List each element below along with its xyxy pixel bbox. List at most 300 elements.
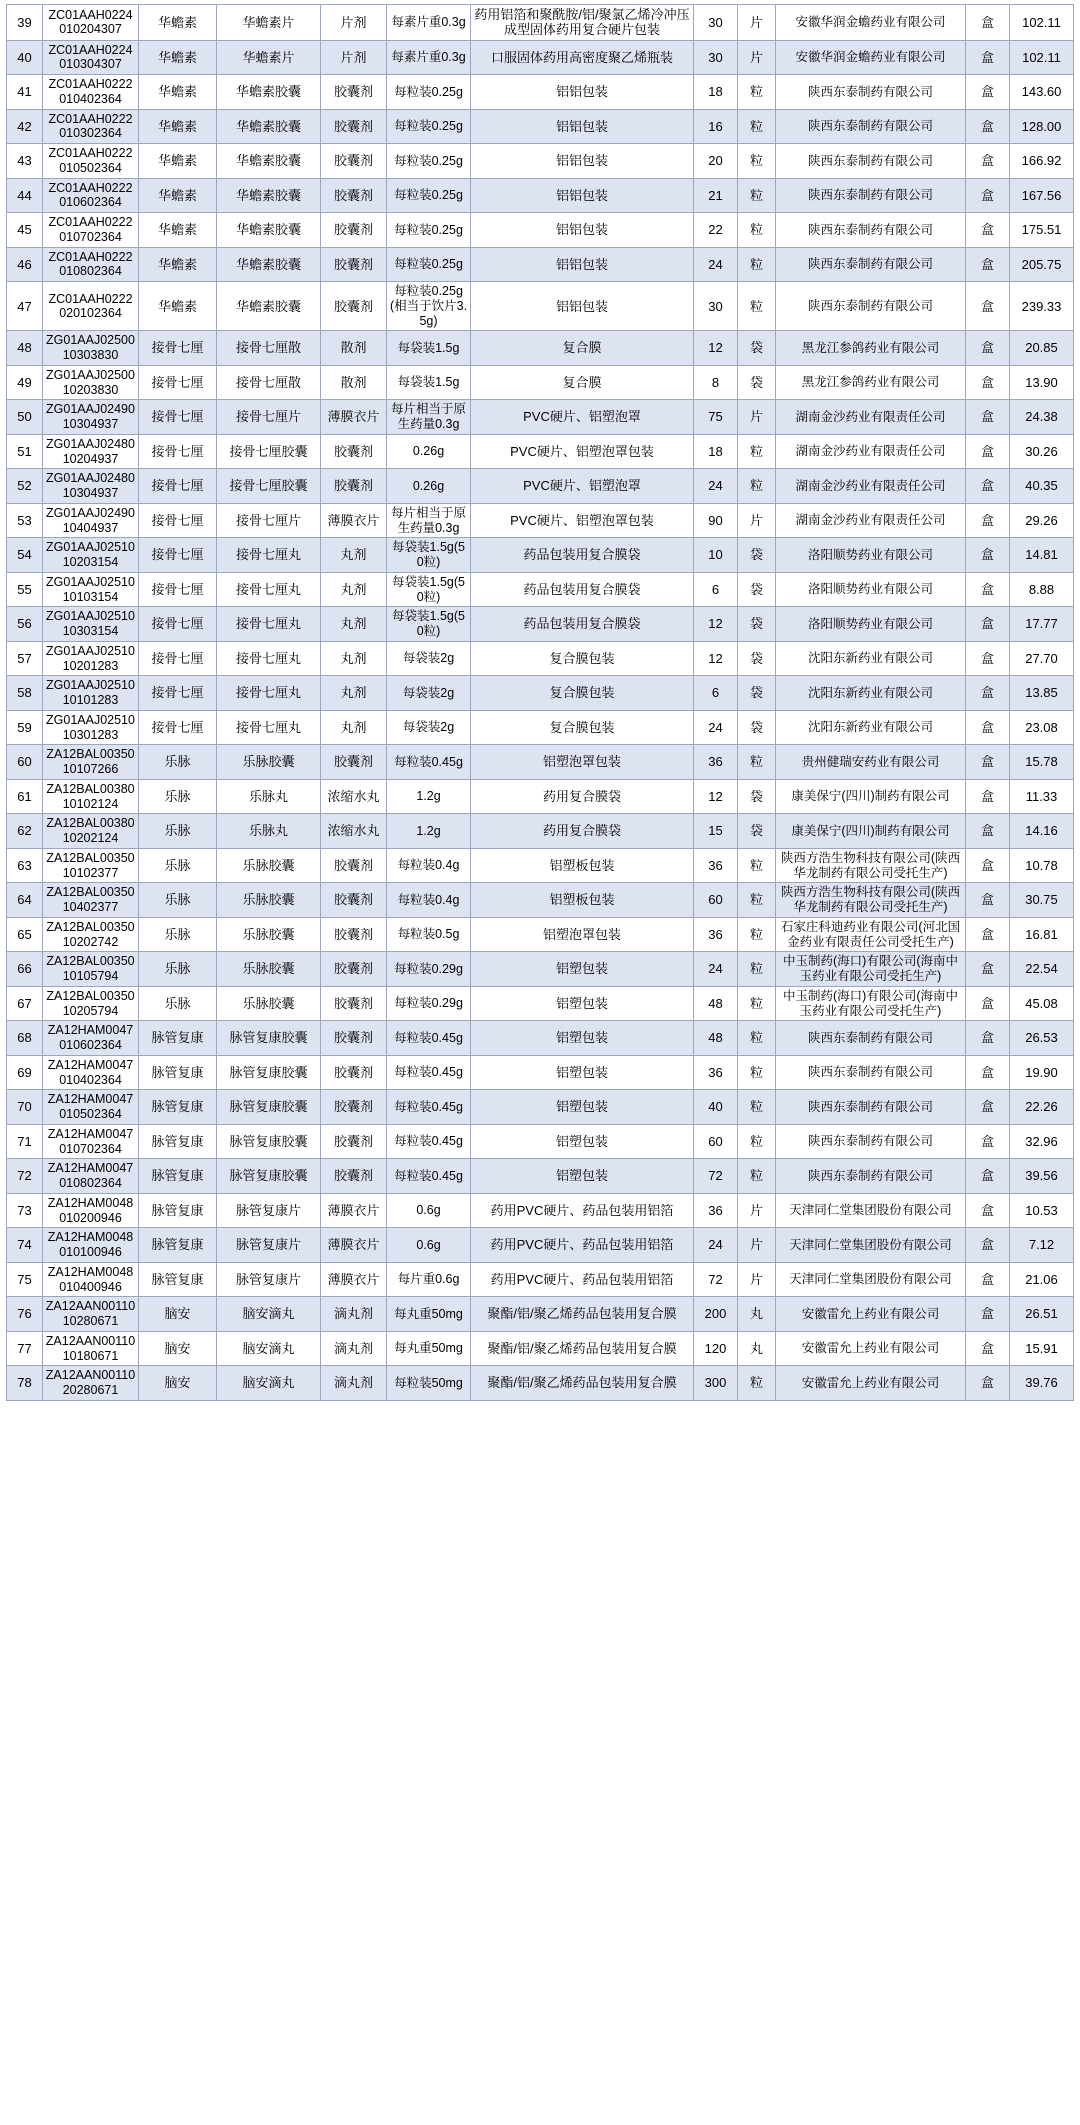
cell-dosage-form: 胶囊剂 [321,469,387,504]
cell-dosage-form: 胶囊剂 [321,917,387,952]
cell-manufacturer: 陕西东泰制药有限公司 [776,75,966,110]
cell-drug-name: 华蟾素 [139,144,217,179]
cell-unit: 粒 [738,282,776,331]
cell-specification: 1.2g [387,779,471,814]
cell-package-unit: 盒 [966,1159,1010,1194]
cell-code: ZA12BAL0038010102124 [43,779,139,814]
cell-package-unit: 盒 [966,745,1010,780]
cell-package-unit: 盒 [966,917,1010,952]
cell-preparation-name: 接骨七厘丸 [217,572,321,607]
cell-preparation-name: 乐脉丸 [217,814,321,849]
cell-preparation-name: 华蟾素胶囊 [217,282,321,331]
cell-package-unit: 盒 [966,1262,1010,1297]
cell-specification: 每粒装0.45g [387,1159,471,1194]
cell-specification: 每片重0.6g [387,1262,471,1297]
cell-code: ZA12HAM0047010502364 [43,1090,139,1125]
cell-package-unit: 盒 [966,641,1010,676]
cell-dosage-form: 胶囊剂 [321,1090,387,1125]
cell-preparation-name: 华蟾素胶囊 [217,144,321,179]
cell-index: 54 [7,538,43,573]
cell-dosage-form: 散剂 [321,331,387,366]
drug-catalog-table [6,4,1074,1401]
cell-dosage-form: 胶囊剂 [321,1055,387,1090]
cell-manufacturer: 陕西东泰制药有限公司 [776,144,966,179]
cell-drug-name: 乐脉 [139,779,217,814]
cell-drug-name: 华蟾素 [139,109,217,144]
cell-specification: 每片相当于原生药量0.3g [387,400,471,435]
cell-dosage-form: 胶囊剂 [321,282,387,331]
cell-specification: 每粒装0.45g [387,1021,471,1056]
cell-quantity: 120 [694,1331,738,1366]
cell-package-unit: 盒 [966,282,1010,331]
cell-manufacturer: 洛阳顺势药业有限公司 [776,607,966,642]
cell-specification: 1.2g [387,814,471,849]
cell-index: 70 [7,1090,43,1125]
cell-manufacturer: 陕西东泰制药有限公司 [776,1159,966,1194]
cell-quantity: 10 [694,538,738,573]
cell-drug-name: 接骨七厘 [139,469,217,504]
cell-unit: 丸 [738,1331,776,1366]
cell-specification: 0.6g [387,1193,471,1228]
cell-quantity: 60 [694,1124,738,1159]
cell-packaging-material: 药用复合膜袋 [471,779,694,814]
cell-specification: 每丸重50mg [387,1297,471,1332]
cell-code: ZA12HAM0047010802364 [43,1159,139,1194]
cell-code: ZC01AAH0222010602364 [43,178,139,213]
cell-index: 73 [7,1193,43,1228]
cell-price: 27.70 [1010,641,1074,676]
cell-preparation-name: 乐脉胶囊 [217,745,321,780]
cell-code: ZC01AAH0222010702364 [43,213,139,248]
cell-manufacturer: 黑龙江参鸽药业有限公司 [776,331,966,366]
cell-quantity: 90 [694,503,738,538]
cell-manufacturer: 中玉制药(海口)有限公司(海南中玉药业有限公司受托生产) [776,952,966,987]
table-row [7,365,1074,400]
cell-price: 15.91 [1010,1331,1074,1366]
cell-manufacturer: 天津同仁堂集团股份有限公司 [776,1262,966,1297]
cell-dosage-form: 胶囊剂 [321,75,387,110]
cell-specification: 每袋装1.5g(50粒) [387,572,471,607]
cell-preparation-name: 脑安滴丸 [217,1366,321,1401]
cell-drug-name: 接骨七厘 [139,676,217,711]
cell-dosage-form: 丸剂 [321,676,387,711]
cell-index: 75 [7,1262,43,1297]
cell-code: ZA12BAL0038010202124 [43,814,139,849]
cell-manufacturer: 陕西方浩生物科技有限公司(陕西华龙制药有限公司受托生产) [776,883,966,918]
cell-drug-name: 脉管复康 [139,1193,217,1228]
cell-quantity: 21 [694,178,738,213]
cell-unit: 粒 [738,745,776,780]
cell-manufacturer: 天津同仁堂集团股份有限公司 [776,1228,966,1263]
cell-packaging-material: PVC硬片、铝塑泡罩 [471,400,694,435]
table-row [7,331,1074,366]
cell-specification: 每丸重50mg [387,1331,471,1366]
cell-packaging-material: PVC硬片、铝塑泡罩包装 [471,434,694,469]
cell-specification: 每粒装50mg [387,1366,471,1401]
cell-index: 59 [7,710,43,745]
cell-packaging-material: 聚酯/铝/聚乙烯药品包装用复合膜 [471,1331,694,1366]
cell-preparation-name: 华蟾素胶囊 [217,109,321,144]
cell-package-unit: 盒 [966,503,1010,538]
table-row [7,503,1074,538]
cell-dosage-form: 胶囊剂 [321,1021,387,1056]
cell-specification: 每粒装0.29g [387,952,471,987]
cell-specification: 每粒装0.4g [387,848,471,883]
cell-drug-name: 乐脉 [139,917,217,952]
cell-drug-name: 接骨七厘 [139,710,217,745]
cell-dosage-form: 浓缩水丸 [321,814,387,849]
table-row [7,814,1074,849]
cell-package-unit: 盒 [966,607,1010,642]
cell-quantity: 24 [694,952,738,987]
table-row [7,917,1074,952]
cell-drug-name: 华蟾素 [139,282,217,331]
cell-preparation-name: 接骨七厘胶囊 [217,434,321,469]
cell-code: ZC01AAH0222010302364 [43,109,139,144]
cell-quantity: 36 [694,745,738,780]
cell-unit: 粒 [738,917,776,952]
cell-price: 102.11 [1010,40,1074,75]
cell-packaging-material: 复合膜 [471,331,694,366]
cell-code: ZA12HAM0047010602364 [43,1021,139,1056]
cell-specification: 每袋装1.5g(50粒) [387,607,471,642]
table-row [7,434,1074,469]
cell-preparation-name: 脉管复康胶囊 [217,1159,321,1194]
cell-index: 41 [7,75,43,110]
cell-unit: 片 [738,5,776,41]
cell-drug-name: 接骨七厘 [139,434,217,469]
table-row [7,469,1074,504]
cell-price: 21.06 [1010,1262,1074,1297]
cell-manufacturer: 安徽雷允上药业有限公司 [776,1297,966,1332]
cell-quantity: 18 [694,434,738,469]
cell-drug-name: 乐脉 [139,745,217,780]
cell-packaging-material: 复合膜 [471,365,694,400]
cell-package-unit: 盒 [966,572,1010,607]
cell-specification: 0.26g [387,434,471,469]
cell-package-unit: 盒 [966,1297,1010,1332]
table-row [7,1297,1074,1332]
cell-code: ZC01AAH0222010802364 [43,247,139,282]
cell-packaging-material: 聚酯/铝/聚乙烯药品包装用复合膜 [471,1297,694,1332]
table-row [7,1124,1074,1159]
cell-price: 26.53 [1010,1021,1074,1056]
cell-manufacturer: 黑龙江参鸽药业有限公司 [776,365,966,400]
cell-price: 175.51 [1010,213,1074,248]
cell-packaging-material: 铝铝包装 [471,75,694,110]
cell-preparation-name: 乐脉丸 [217,779,321,814]
cell-index: 64 [7,883,43,918]
cell-quantity: 6 [694,572,738,607]
table-row [7,1366,1074,1401]
cell-price: 15.78 [1010,745,1074,780]
cell-code: ZA12BAL0035010202742 [43,917,139,952]
cell-index: 45 [7,213,43,248]
cell-package-unit: 盒 [966,365,1010,400]
cell-dosage-form: 胶囊剂 [321,848,387,883]
cell-index: 61 [7,779,43,814]
cell-specification: 每粒装0.25g [387,213,471,248]
cell-quantity: 20 [694,144,738,179]
cell-drug-name: 乐脉 [139,952,217,987]
cell-quantity: 60 [694,883,738,918]
cell-quantity: 15 [694,814,738,849]
table-row [7,1228,1074,1263]
cell-specification: 每素片重0.3g [387,40,471,75]
cell-preparation-name: 乐脉胶囊 [217,848,321,883]
cell-quantity: 75 [694,400,738,435]
cell-index: 68 [7,1021,43,1056]
cell-price: 14.16 [1010,814,1074,849]
cell-specification: 每粒装0.25g [387,178,471,213]
cell-packaging-material: 铝塑包装 [471,1124,694,1159]
cell-specification: 每粒装0.45g [387,1090,471,1125]
cell-index: 39 [7,5,43,41]
cell-package-unit: 盒 [966,952,1010,987]
cell-drug-name: 接骨七厘 [139,365,217,400]
cell-unit: 袋 [738,779,776,814]
cell-dosage-form: 胶囊剂 [321,745,387,780]
cell-unit: 粒 [738,469,776,504]
cell-index: 51 [7,434,43,469]
cell-package-unit: 盒 [966,814,1010,849]
cell-dosage-form: 胶囊剂 [321,178,387,213]
cell-price: 32.96 [1010,1124,1074,1159]
cell-manufacturer: 陕西东泰制药有限公司 [776,1090,966,1125]
cell-code: ZA12AAN0011010180671 [43,1331,139,1366]
cell-specification: 每粒装0.45g [387,745,471,780]
cell-drug-name: 脉管复康 [139,1159,217,1194]
cell-preparation-name: 接骨七厘丸 [217,538,321,573]
cell-index: 58 [7,676,43,711]
cell-price: 205.75 [1010,247,1074,282]
cell-code: ZA12BAL0035010102377 [43,848,139,883]
cell-manufacturer: 沈阳东新药业有限公司 [776,710,966,745]
table-row [7,572,1074,607]
cell-index: 57 [7,641,43,676]
cell-code: ZA12HAM0047010702364 [43,1124,139,1159]
cell-specification: 每片相当于原生药量0.3g [387,503,471,538]
cell-unit: 粒 [738,75,776,110]
table-row [7,213,1074,248]
cell-specification: 每袋装2g [387,710,471,745]
cell-package-unit: 盒 [966,676,1010,711]
cell-code: ZA12BAL0035010205794 [43,986,139,1021]
cell-manufacturer: 湖南金沙药业有限责任公司 [776,400,966,435]
cell-package-unit: 盒 [966,1055,1010,1090]
cell-packaging-material: 铝铝包装 [471,247,694,282]
cell-specification: 每粒装0.29g [387,986,471,1021]
cell-price: 17.77 [1010,607,1074,642]
cell-dosage-form: 丸剂 [321,572,387,607]
cell-unit: 粒 [738,213,776,248]
cell-packaging-material: 药用复合膜袋 [471,814,694,849]
cell-index: 49 [7,365,43,400]
cell-manufacturer: 中玉制药(海口)有限公司(海南中玉药业有限公司受托生产) [776,986,966,1021]
cell-price: 143.60 [1010,75,1074,110]
cell-code: ZC01AAH0224010304307 [43,40,139,75]
cell-unit: 袋 [738,710,776,745]
cell-preparation-name: 脑安滴丸 [217,1331,321,1366]
cell-drug-name: 接骨七厘 [139,538,217,573]
cell-manufacturer: 湖南金沙药业有限责任公司 [776,434,966,469]
cell-price: 10.53 [1010,1193,1074,1228]
cell-preparation-name: 华蟾素胶囊 [217,75,321,110]
cell-price: 13.90 [1010,365,1074,400]
cell-packaging-material: PVC硬片、铝塑泡罩 [471,469,694,504]
cell-code: ZA12BAL0035010107266 [43,745,139,780]
cell-dosage-form: 丸剂 [321,641,387,676]
cell-index: 53 [7,503,43,538]
cell-index: 69 [7,1055,43,1090]
cell-dosage-form: 丸剂 [321,710,387,745]
cell-preparation-name: 接骨七厘胶囊 [217,469,321,504]
cell-unit: 粒 [738,434,776,469]
cell-package-unit: 盒 [966,1090,1010,1125]
cell-unit: 粒 [738,1090,776,1125]
cell-code: ZG01AAJ0251010201283 [43,641,139,676]
cell-specification: 每素片重0.3g [387,5,471,41]
cell-package-unit: 盒 [966,247,1010,282]
cell-dosage-form: 胶囊剂 [321,952,387,987]
cell-specification: 每粒装0.45g [387,1055,471,1090]
cell-drug-name: 脉管复康 [139,1228,217,1263]
cell-package-unit: 盒 [966,144,1010,179]
cell-package-unit: 盒 [966,779,1010,814]
cell-drug-name: 华蟾素 [139,75,217,110]
table-row [7,247,1074,282]
cell-unit: 片 [738,40,776,75]
cell-quantity: 72 [694,1262,738,1297]
cell-package-unit: 盒 [966,400,1010,435]
cell-index: 56 [7,607,43,642]
cell-dosage-form: 薄膜衣片 [321,503,387,538]
table-row [7,1055,1074,1090]
cell-packaging-material: 铝铝包装 [471,144,694,179]
cell-unit: 丸 [738,1297,776,1332]
cell-price: 16.81 [1010,917,1074,952]
cell-drug-name: 脉管复康 [139,1262,217,1297]
cell-packaging-material: 铝塑包装 [471,1055,694,1090]
cell-code: ZG01AAJ0248010304937 [43,469,139,504]
cell-unit: 袋 [738,572,776,607]
cell-packaging-material: PVC硬片、铝塑泡罩包装 [471,503,694,538]
cell-dosage-form: 胶囊剂 [321,1124,387,1159]
cell-quantity: 6 [694,676,738,711]
cell-code: ZA12HAM0048010100946 [43,1228,139,1263]
cell-price: 11.33 [1010,779,1074,814]
cell-code: ZA12AAN0011020280671 [43,1366,139,1401]
table-row [7,109,1074,144]
cell-index: 44 [7,178,43,213]
cell-quantity: 30 [694,5,738,41]
cell-drug-name: 脉管复康 [139,1090,217,1125]
cell-manufacturer: 贵州健瑞安药业有限公司 [776,745,966,780]
cell-drug-name: 接骨七厘 [139,400,217,435]
cell-specification: 每粒装0.5g [387,917,471,952]
cell-code: ZG01AAJ0249010404937 [43,503,139,538]
cell-package-unit: 盒 [966,109,1010,144]
cell-unit: 袋 [738,538,776,573]
cell-preparation-name: 接骨七厘丸 [217,607,321,642]
cell-index: 60 [7,745,43,780]
cell-price: 26.51 [1010,1297,1074,1332]
cell-price: 128.00 [1010,109,1074,144]
cell-preparation-name: 接骨七厘丸 [217,641,321,676]
cell-preparation-name: 脉管复康片 [217,1193,321,1228]
cell-quantity: 30 [694,40,738,75]
cell-quantity: 24 [694,469,738,504]
cell-manufacturer: 湖南金沙药业有限责任公司 [776,503,966,538]
cell-code: ZG01AAJ0249010304937 [43,400,139,435]
cell-unit: 袋 [738,607,776,642]
cell-dosage-form: 胶囊剂 [321,986,387,1021]
cell-package-unit: 盒 [966,5,1010,41]
cell-index: 77 [7,1331,43,1366]
cell-packaging-material: 铝铝包装 [471,282,694,331]
cell-package-unit: 盒 [966,986,1010,1021]
cell-index: 43 [7,144,43,179]
cell-quantity: 300 [694,1366,738,1401]
cell-package-unit: 盒 [966,1331,1010,1366]
cell-dosage-form: 胶囊剂 [321,109,387,144]
cell-index: 48 [7,331,43,366]
cell-price: 10.78 [1010,848,1074,883]
cell-manufacturer: 沈阳东新药业有限公司 [776,641,966,676]
cell-dosage-form: 滴丸剂 [321,1366,387,1401]
cell-drug-name: 华蟾素 [139,247,217,282]
cell-specification: 每粒装0.45g [387,1124,471,1159]
cell-preparation-name: 接骨七厘片 [217,503,321,538]
cell-code: ZG01AAJ0248010204937 [43,434,139,469]
cell-drug-name: 乐脉 [139,883,217,918]
cell-specification: 每袋装2g [387,641,471,676]
cell-price: 22.54 [1010,952,1074,987]
cell-manufacturer: 湖南金沙药业有限责任公司 [776,469,966,504]
cell-code: ZA12BAL0035010105794 [43,952,139,987]
cell-packaging-material: 药品包装用复合膜袋 [471,538,694,573]
table-row [7,1021,1074,1056]
cell-unit: 粒 [738,178,776,213]
cell-code: ZG01AAJ0250010203830 [43,365,139,400]
cell-specification: 每袋装1.5g [387,365,471,400]
table-row [7,1262,1074,1297]
table-row [7,5,1074,41]
cell-preparation-name: 脉管复康胶囊 [217,1124,321,1159]
cell-package-unit: 盒 [966,1193,1010,1228]
cell-unit: 片 [738,1228,776,1263]
cell-price: 239.33 [1010,282,1074,331]
cell-preparation-name: 华蟾素胶囊 [217,247,321,282]
table-row [7,883,1074,918]
cell-manufacturer: 石家庄科迪药业有限公司(河北国金药业有限责任公司受托生产) [776,917,966,952]
table-row [7,1193,1074,1228]
cell-index: 62 [7,814,43,849]
cell-specification: 0.26g [387,469,471,504]
cell-quantity: 22 [694,213,738,248]
cell-drug-name: 乐脉 [139,986,217,1021]
cell-price: 39.76 [1010,1366,1074,1401]
cell-dosage-form: 胶囊剂 [321,1159,387,1194]
cell-unit: 粒 [738,109,776,144]
cell-manufacturer: 陕西方浩生物科技有限公司(陕西华龙制药有限公司受托生产) [776,848,966,883]
cell-package-unit: 盒 [966,75,1010,110]
cell-quantity: 18 [694,75,738,110]
cell-dosage-form: 片剂 [321,5,387,41]
cell-unit: 片 [738,400,776,435]
cell-price: 45.08 [1010,986,1074,1021]
cell-unit: 袋 [738,814,776,849]
